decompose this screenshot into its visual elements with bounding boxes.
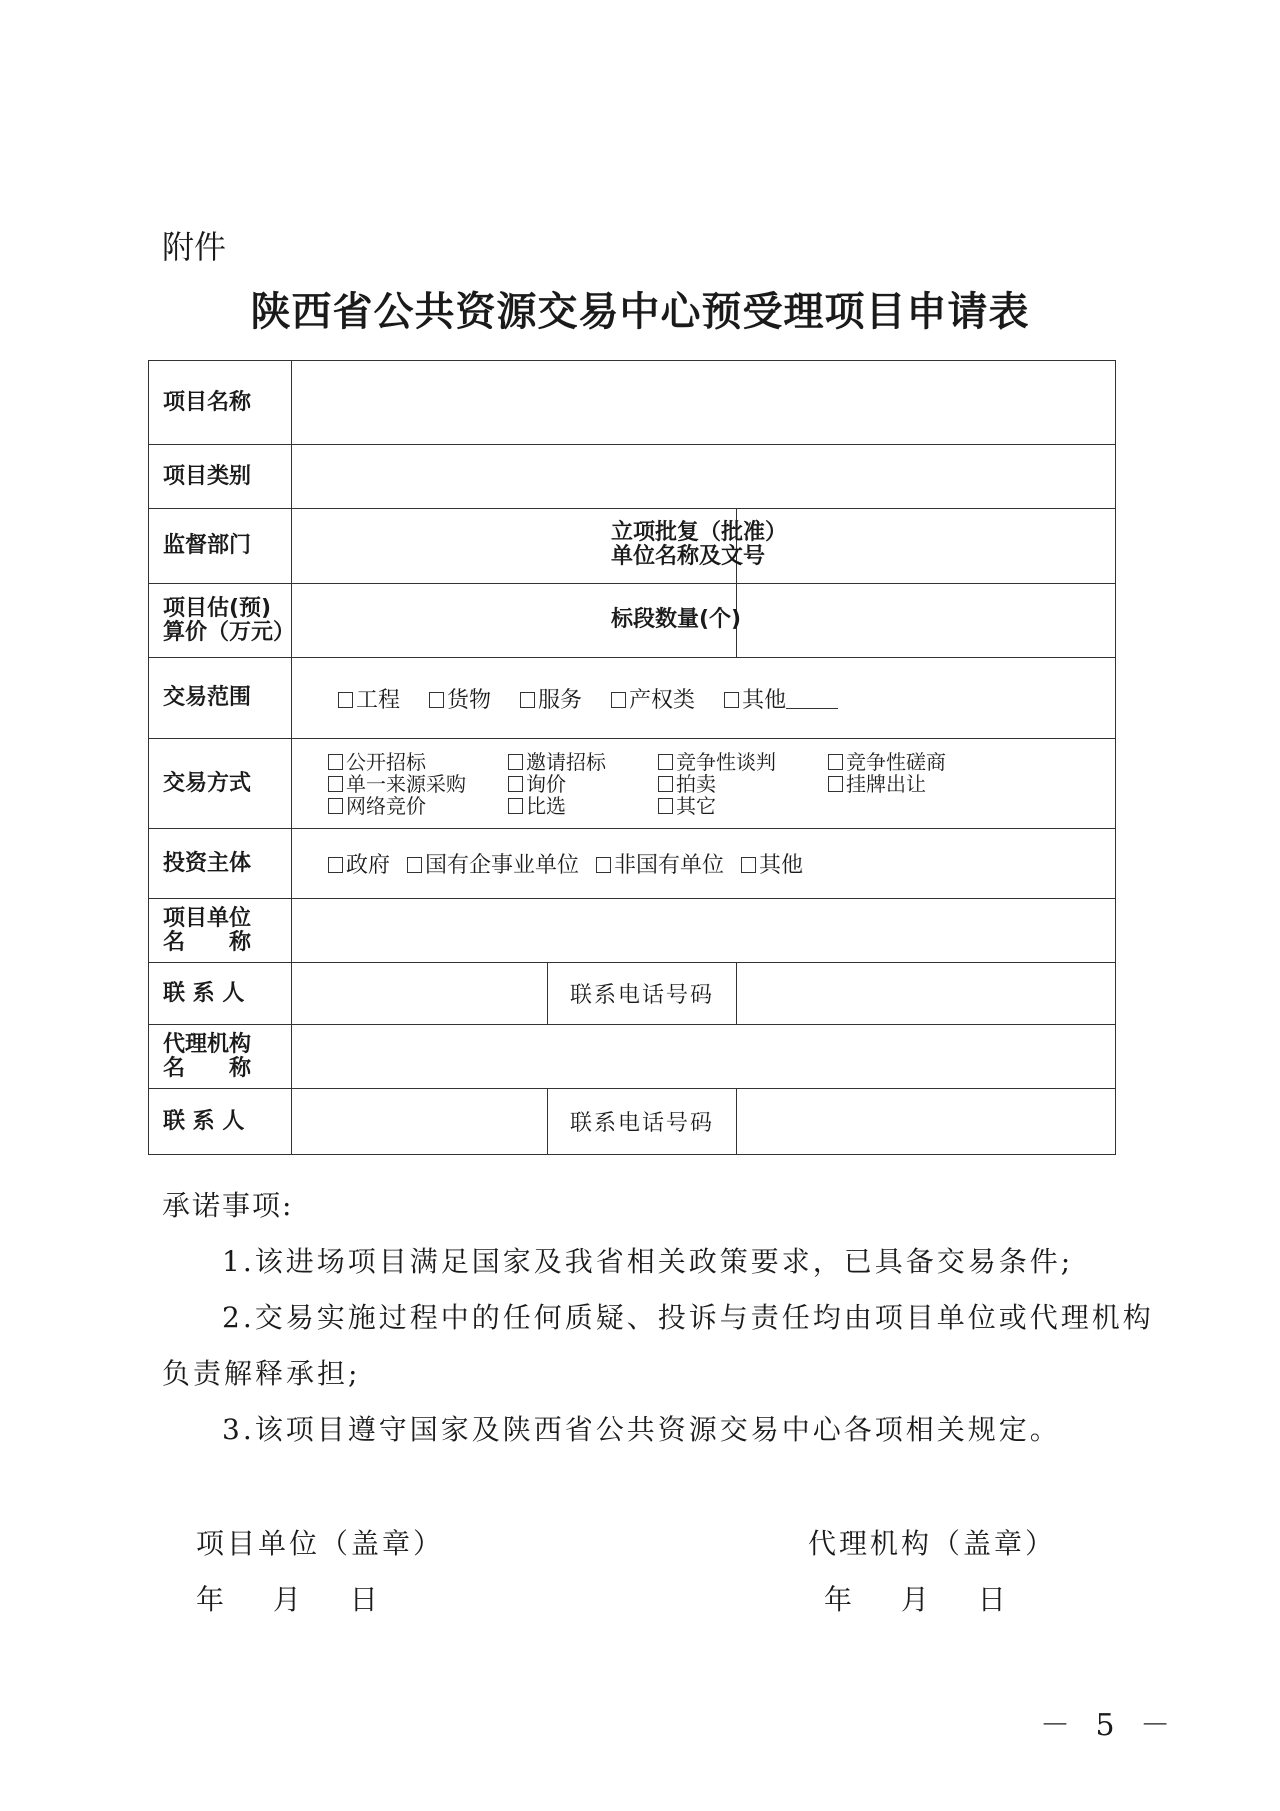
method-option[interactable]: 单一来源采购: [328, 773, 508, 795]
checkbox-icon: [596, 857, 611, 873]
investor-option[interactable]: 政府: [328, 853, 390, 878]
estimate-field[interactable]: [292, 584, 742, 658]
checkbox-icon: [328, 857, 343, 873]
agency-seal: 代理机构（盖章）: [808, 1527, 1057, 1560]
investor-option[interactable]: 国有企事业单位: [407, 853, 579, 878]
pledge-heading: 承诺事项:: [162, 1189, 294, 1222]
contact-field[interactable]: [292, 963, 548, 1025]
checkbox-icon: [658, 754, 673, 770]
method-option[interactable]: 竞争性磋商: [828, 751, 978, 773]
method-option[interactable]: 挂牌出让: [828, 773, 978, 795]
project-unit-seal: 项目单位（盖章）: [196, 1527, 445, 1560]
checkbox-icon: [658, 776, 673, 792]
sections-label: 标段数量(个): [611, 607, 742, 632]
investor-label: 投资主体: [149, 829, 292, 899]
scope-option[interactable]: 产权类: [611, 688, 695, 713]
method-option[interactable]: 公开招标: [328, 751, 508, 773]
contact-label: 联 系 人: [149, 963, 292, 1025]
project-name-label: 项目名称: [149, 361, 292, 445]
checkbox-icon: [328, 776, 343, 792]
method-options: [292, 739, 1116, 829]
agency-phone-label: 联系电话号码: [548, 1089, 737, 1155]
annex-label: 附件: [162, 228, 227, 266]
supervision-label: 监督部门: [149, 509, 292, 584]
method-label: 交易方式: [149, 739, 292, 829]
approval-label: 立项批复（批准） 单位名称及文号: [611, 520, 788, 569]
scope-options: [292, 658, 1116, 739]
method-option[interactable]: 询价: [508, 773, 658, 795]
agency-contact-field[interactable]: [292, 1089, 548, 1155]
checkbox-icon: [611, 692, 626, 708]
method-option[interactable]: 网络竞价: [328, 795, 508, 817]
supervision-field[interactable]: [292, 509, 788, 584]
checkbox-icon: [508, 798, 523, 814]
pledge-item-2-continued: 负责解释承担;: [162, 1357, 361, 1390]
phone-field[interactable]: [737, 963, 1116, 1025]
checkbox-icon: [328, 754, 343, 770]
approval-field[interactable]: [737, 509, 1116, 584]
date-right: 年 月 日: [824, 1583, 1006, 1616]
method-option[interactable]: 比选: [508, 795, 658, 817]
checkbox-icon: [741, 857, 756, 873]
estimate-label: 项目估(预) 算价（万元）: [149, 584, 292, 658]
pledge-item-2: 2.交易实施过程中的任何质疑、投诉与责任均由项目单位或代理机构: [222, 1301, 1154, 1334]
phone-label: 联系电话号码: [548, 963, 737, 1025]
method-option[interactable]: 拍卖: [658, 773, 828, 795]
scope-option[interactable]: 货物: [429, 688, 491, 713]
project-name-field[interactable]: [292, 361, 1116, 445]
pledge-item-3: 3.该项目遵守国家及陕西省公共资源交易中心各项相关规定。: [222, 1413, 1061, 1446]
page-title: 陕西省公共资源交易中心预受理项目申请表: [250, 289, 1030, 335]
checkbox-icon: [724, 692, 739, 708]
investor-option[interactable]: 非国有单位: [596, 853, 724, 878]
scope-option[interactable]: 服务: [520, 688, 582, 713]
checkbox-icon: [429, 692, 444, 708]
scope-option[interactable]: 工程: [338, 688, 400, 713]
checkbox-icon: [508, 776, 523, 792]
checkbox-icon: [407, 857, 422, 873]
checkbox-icon: [338, 692, 353, 708]
unit-name-label: 项目单位 名 称: [149, 899, 292, 963]
method-option[interactable]: 其它: [658, 795, 828, 817]
investor-option[interactable]: 其他: [741, 853, 803, 878]
investor-options: [292, 829, 1116, 899]
method-option[interactable]: 邀请招标: [508, 751, 658, 773]
agency-name-field[interactable]: [292, 1025, 1116, 1089]
pledge-item-1: 1.该进场项目满足国家及我省相关政策要求，已具备交易条件;: [222, 1245, 1074, 1278]
date-left: 年 月 日: [196, 1583, 378, 1616]
application-form: [148, 360, 1116, 1155]
checkbox-icon: [658, 798, 673, 814]
checkbox-icon: [520, 692, 535, 708]
checkbox-icon: [828, 776, 843, 792]
scope-option[interactable]: 其他: [724, 688, 838, 713]
unit-name-field[interactable]: [292, 899, 1116, 963]
agency-phone-field[interactable]: [737, 1089, 1116, 1155]
project-category-label: 项目类别: [149, 445, 292, 509]
agency-contact-label: 联 系 人: [149, 1089, 292, 1155]
project-category-field[interactable]: [292, 445, 1116, 509]
method-option[interactable]: 竞争性谈判: [658, 751, 828, 773]
sections-field[interactable]: [737, 584, 1116, 658]
scope-label: 交易范围: [149, 658, 292, 739]
agency-name-label: 代理机构 名 称: [149, 1025, 292, 1089]
checkbox-icon: [328, 798, 343, 814]
checkbox-icon: [508, 754, 523, 770]
page-number: － 5 －: [1040, 1708, 1179, 1743]
other-blank[interactable]: [786, 692, 838, 709]
checkbox-icon: [828, 754, 843, 770]
